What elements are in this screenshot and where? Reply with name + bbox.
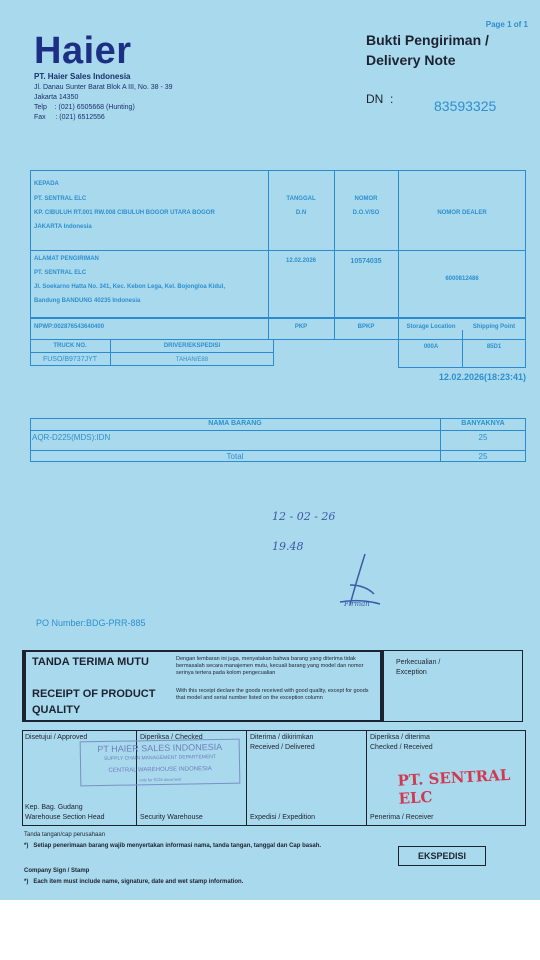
bracket-left	[22, 650, 26, 722]
received-label-1: Diterima / dikirimkan	[250, 734, 314, 741]
divider	[246, 730, 247, 826]
head-label-1: Kep. Bag. Gudang	[25, 804, 83, 811]
npwp: NPWP:002876543640400	[34, 324, 105, 330]
truck-label: TRUCK NO.	[53, 343, 87, 349]
po-number: PO Number:BDG-PRR-885	[36, 618, 146, 628]
divider	[30, 250, 526, 251]
receipt-title-id: TANDA TERIMA MUTU	[32, 656, 149, 668]
stamp-line-3: CENTRAL WAREHOUSE INDONESIA	[108, 766, 212, 774]
divider	[30, 352, 274, 353]
col-item-name: NAMA BARANG	[208, 420, 262, 427]
head-label-2: Warehouse Section Head	[25, 814, 105, 821]
stamp-line-1: PT HAIER SALES INDONESIA	[97, 741, 223, 755]
dn-label: DN :	[366, 92, 394, 106]
item-quantity: 25	[478, 433, 488, 442]
checked-label: Diperiksa / Checked	[140, 734, 203, 741]
divider	[30, 430, 526, 431]
shipping-value: 85D1	[486, 344, 502, 350]
doc-title-line2: Delivery Note	[366, 52, 456, 68]
note-id: *) Setiap penerimaan barang wajib menyertakan informasi nama, tanda tangan, tanggal dan Cap basah.	[24, 843, 322, 849]
sign-label-en: Company Sign / Stamp	[24, 868, 90, 874]
approved-label: Disetujui / Approved	[25, 734, 88, 741]
dealer-label: NOMOR DEALER	[437, 210, 487, 216]
warehouse-stamp	[80, 739, 241, 787]
bracket-top	[22, 650, 382, 652]
dn-date: 12.02.2026	[285, 258, 317, 264]
bracket-bottom	[22, 720, 382, 722]
total-quantity: 25	[478, 452, 488, 461]
company-telephone: Telp : (021) 6505668 (Hunting)	[34, 104, 135, 111]
exception-label-2: Exception	[396, 669, 427, 676]
driver-value: TAHAN/E88	[175, 357, 209, 363]
receipt-text-id: Dengan lembaran ini juga, menyatakan bahwa barang yang diterima tidak bermasalah secara manajemen mutu, kecuali barang yang model dan nomor serinya tertera pada kolom pengecualian	[176, 656, 364, 676]
checked-received-2: Checked / Received	[370, 744, 433, 751]
ship-address-2: Bandung BANDUNG 40235 Indonesia	[34, 298, 141, 304]
recipient-address-1: KP. CIBULUH RT.001 RW.008 CIBULUH BOGOR UTARA BOGOR	[34, 210, 215, 216]
divider	[366, 730, 367, 826]
stamp-line-4: only for SCM document	[139, 776, 182, 783]
receiver-stamp: PT. SENTRAL ELC	[397, 765, 511, 808]
nomor-sub: D.O.V/SO	[352, 210, 380, 216]
receipt-text-en: With this receipt declare the goods received with good quality, except for goods that model and serial number listed on the exception column	[176, 688, 369, 701]
print-timestamp: 12.02.2026(18:23:41)	[438, 372, 526, 382]
storage-value: 000A	[423, 344, 439, 350]
dealer-number: 6000812486	[445, 276, 479, 282]
receipt-title-en-1: RECEIPT OF PRODUCT	[32, 688, 156, 700]
total-label: Total	[226, 452, 244, 461]
truck-value: FUSO/B9737JYT	[42, 356, 98, 363]
receipt-title-en-2: QUALITY	[32, 704, 81, 716]
tanggal-sub: D.N	[295, 210, 307, 216]
bpkp-label: BPKP	[357, 324, 375, 330]
recipient-address-2: JAKARTA Indonesia	[34, 224, 92, 230]
sign-label: Tanda tangan/cap perusahaan	[24, 832, 106, 838]
handwritten-time: 19.48	[272, 540, 304, 553]
ship-name: PT. SENTRAL ELC	[34, 270, 87, 276]
pkp-label: PKP	[294, 324, 308, 330]
tanggal-label: TANGGAL	[286, 196, 316, 202]
nomor-label: NOMOR	[354, 196, 378, 202]
kepada-label: KEPADA	[34, 181, 59, 187]
page-number: Page 1 of 1	[485, 20, 528, 29]
received-label-2: Received / Delivered	[250, 744, 315, 751]
recipient-table	[30, 170, 526, 318]
item-name: AQR-D225(MDS):IDN	[32, 433, 111, 442]
note-en: *) Each item must include name, signature, date and wet stamp information.	[24, 879, 244, 885]
ship-label: ALAMAT PENGIRIMAN	[34, 256, 99, 262]
exception-label-1: Perkecualian /	[396, 659, 441, 666]
company-address-2: Jakarta 14350	[34, 94, 79, 101]
ekspedisi-box: EKSPEDISI	[398, 846, 486, 866]
shipping-label: Shipping Point	[472, 324, 516, 330]
company-fax: Fax : (021) 6512556	[34, 114, 105, 121]
order-number: 10574035	[350, 258, 382, 265]
dn-number: 83593325	[434, 98, 497, 114]
checked-received-1: Diperiksa / diterima	[370, 734, 430, 741]
driver-label: DRIVER/EKSPEDISI	[163, 343, 221, 349]
doc-title-line1: Bukti Pengiriman /	[366, 32, 489, 48]
divider	[30, 450, 526, 451]
receiver-label: Penerima / Receiver	[370, 814, 434, 821]
ship-address-1: Jl. Soekarno Hatta No. 341, Kec. Kebon Lega, Kel. Bojongloa Kidul,	[34, 284, 226, 290]
divider	[398, 170, 399, 340]
expedition-label: Expedisi / Expedition	[250, 814, 315, 821]
haier-logo: Haier	[34, 30, 132, 72]
company-address-1: Jl. Danau Sunter Barat Blok A III, No. 38 - 39	[34, 84, 173, 91]
handwritten-date: 12 - 02 - 26	[272, 510, 336, 523]
security-label: Security Warehouse	[140, 814, 203, 821]
col-quantity: BANYAKNYA	[461, 420, 505, 427]
company-name: PT. Haier Sales Indonesia	[34, 72, 131, 81]
storage-label: Storage Location	[406, 324, 456, 330]
signature-name: Firman	[344, 600, 370, 608]
recipient-name: PT. SENTRAL ELC	[34, 196, 87, 202]
stamp-line-2: SUPPLY CHAIN MANAGEMENT DEPARTEMENT	[103, 754, 216, 762]
